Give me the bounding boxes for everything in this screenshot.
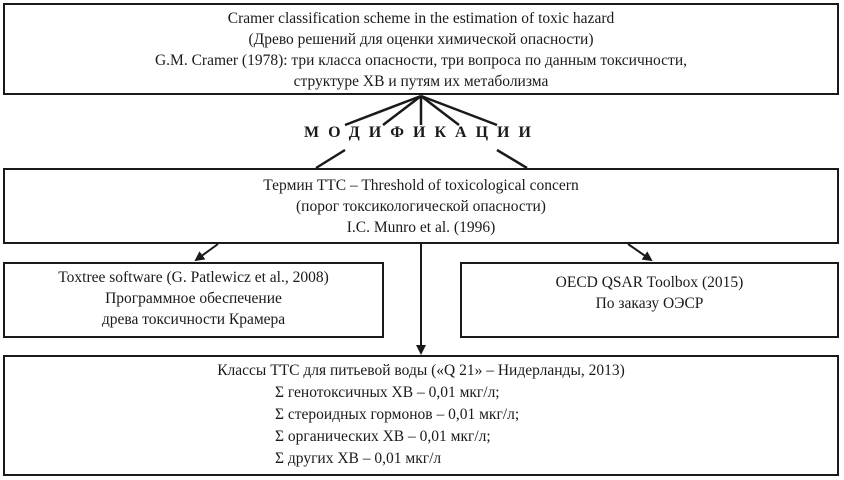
oecd-desc: По заказу ОЭСР (595, 295, 704, 312)
cramer-scheme-box (3, 3, 839, 95)
chevron-top (345, 96, 497, 125)
ttc-classes-title: Классы TTC для питьевой воды («Q 21» – Нидерланды, 2013) (217, 362, 625, 379)
toxtree-title: Toxtree software (G. Patlewicz et al., 2008) (58, 269, 329, 286)
ttc-class-item: Σ генотоксичных ХВ – 0,01 мкг/л; (275, 384, 500, 401)
ttc-term-citation: I.C. Munro et al. (1996) (346, 219, 496, 236)
cramer-scheme-desc-2: структуре ХВ и путям их метаболизма (293, 73, 549, 90)
toxtree-desc-1: Программное обеспечение (105, 290, 282, 307)
arrow-to-right-box (628, 244, 651, 260)
chevron-bottom (316, 150, 527, 168)
oecd-title: OECD QSAR Toolbox (2015) (555, 274, 744, 291)
toxtree-box (3, 262, 384, 338)
ttc-class-item: Σ стероидных гормонов – 0,01 мкг/л; (275, 406, 520, 423)
toxtree-desc-2: древа токсичности Крамера (101, 311, 286, 328)
ttc-term-title: Термин TTC – Threshold of toxicological concern (263, 177, 579, 194)
modifications-label: МОДИФИКАЦИИ (304, 124, 540, 141)
ttc-term-box (3, 168, 839, 244)
ttc-classes-box (3, 355, 839, 476)
ttc-class-item: Σ других ХВ – 0,01 мкг/л (275, 450, 442, 467)
ttc-term-subtitle: (порог токсикологической опасности) (296, 198, 546, 215)
arrow-to-left-box (196, 244, 218, 260)
ttc-class-item: Σ органических ХВ – 0,01 мкг/л; (275, 428, 491, 445)
cramer-scheme-desc-1: G.M. Cramer (1978): три класса опасности, три вопроса по данным токсичности, (154, 52, 688, 69)
cramer-scheme-subtitle: (Древо решений для оценки химической опасности) (248, 31, 594, 48)
oecd-box (460, 262, 839, 338)
cramer-scheme-title: Cramer classification scheme in the estimation of toxic hazard (227, 10, 615, 27)
